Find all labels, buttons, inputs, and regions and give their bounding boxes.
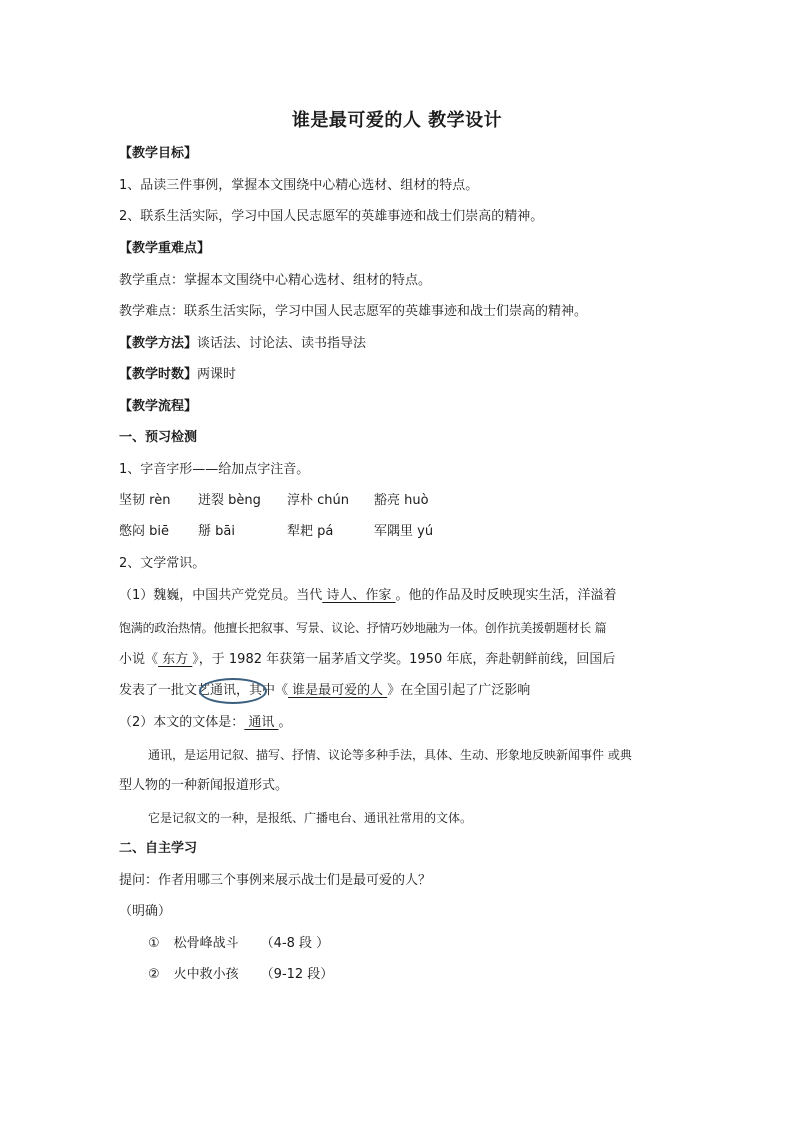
example-number: ② xyxy=(148,967,160,982)
page-title: 谁是最可爱的人 教学设计 xyxy=(291,110,503,131)
para1-text: 》，于 1982 年获第一届茅盾文学奖。1950 年底，奔赴朝鲜前线，回国后 xyxy=(192,652,616,667)
word: 迸裂 xyxy=(198,493,225,508)
item-1: 1、字音字形——给加点字注音。 xyxy=(119,462,310,477)
para1-text: 发表了一批文艺通讯，其中《 xyxy=(119,683,289,698)
difficult-point: 教学难点：联系生活实际，学习中国人民志愿军的英雄事迹和战士们崇高的精神。 xyxy=(119,304,588,319)
method-line xyxy=(119,335,366,353)
objective-1: 1、品读三件事例，掌握本文围绕中心精心选材、组材的特点。 xyxy=(119,178,479,193)
answer-blank: 通讯 xyxy=(244,715,279,730)
word: 憋闷 xyxy=(119,524,146,539)
pinyin: rèn xyxy=(149,493,171,508)
word-entry xyxy=(198,492,261,510)
word-entry xyxy=(119,492,170,510)
objective-2: 2、联系生活实际，学习中国人民志愿军的英雄事迹和战士们崇高的精神。 xyxy=(119,209,544,224)
hours-line xyxy=(119,366,236,384)
word: 豁亮 xyxy=(374,493,401,508)
definition-line2: 型人物的一种新闻报道形式。 xyxy=(119,778,289,793)
process-heading: 【教学流程】 xyxy=(119,399,198,414)
word-entry xyxy=(287,492,349,510)
para1-line4 xyxy=(119,682,530,700)
para1-text: 小说《 xyxy=(119,652,159,667)
word: 掰 xyxy=(198,524,212,539)
para2-text: （2）本文的文体是： xyxy=(119,715,245,730)
para1-text: 。他的作品及时反映现实生活，洋溢着 xyxy=(395,588,617,603)
objectives-heading: 【教学目标】 xyxy=(119,146,198,161)
definition-line1: 通讯，是运用记叙、描写、抒情、议论等多种手法，具体、生动、形象地反映新闻事件 或典 xyxy=(148,748,632,762)
key-heading: 【教学重难点】 xyxy=(119,241,211,256)
pinyin: yú xyxy=(417,524,434,539)
pinyin: bāi xyxy=(215,524,235,539)
example-item xyxy=(148,966,333,984)
para1-line3 xyxy=(119,651,615,669)
example-item xyxy=(148,935,329,953)
word: 犁耙 xyxy=(287,524,314,539)
hours-label: 【教学时数】 xyxy=(119,367,198,382)
clarify-label: （明确） xyxy=(119,904,172,919)
para1-text: （1）魏巍，中国共产党党员。当代 xyxy=(119,588,323,603)
answer-blank: 诗人、作家 xyxy=(322,588,396,603)
example-range: （9-12 段） xyxy=(260,967,334,982)
para2-text: 。 xyxy=(278,715,292,730)
pinyin: bèng xyxy=(228,493,261,508)
section-2-heading: 二、自主学习 xyxy=(119,841,198,856)
para1-line1 xyxy=(119,587,617,605)
para2-line xyxy=(119,714,292,732)
pinyin: chún xyxy=(317,493,350,508)
example-text: 火中救小孩 xyxy=(173,967,239,982)
word-entry xyxy=(374,492,429,510)
para1-text: 》在全国引起了广泛影响 xyxy=(387,683,531,698)
word-entry xyxy=(374,523,433,541)
question: 提问：作者用哪三个事例来展示战士们是最可爱的人？ xyxy=(119,873,432,888)
word: 军隅里 xyxy=(374,524,414,539)
example-number: ① xyxy=(148,936,160,951)
hours-text: 两课时 xyxy=(197,367,237,382)
section-1-heading: 一、预习检测 xyxy=(119,430,198,445)
word-entry xyxy=(119,523,169,541)
pinyin: huò xyxy=(404,493,429,508)
item-2: 2、文学常识。 xyxy=(119,556,206,571)
example-text: 松骨峰战斗 xyxy=(173,936,239,951)
key-point: 教学重点：掌握本文围绕中心精心选材、组材的特点。 xyxy=(119,273,432,288)
word-entry xyxy=(287,523,333,541)
answer-blank: 谁是最可爱的人 xyxy=(288,683,388,698)
example-range: （4-8 段 ） xyxy=(260,936,330,951)
answer-blank: 东方 xyxy=(158,652,193,667)
para1-line2: 饱满的政治热情。他擅长把叙事、写景、议论、抒情巧妙地融为一体。创作抗美援朝题材长 篇 xyxy=(119,621,607,635)
word: 淳朴 xyxy=(287,493,314,508)
definition-line3: 它是记叙文的一种，是报纸、广播电台、通讯社常用的文体。 xyxy=(148,811,473,825)
word-entry xyxy=(198,523,235,541)
method-label: 【教学方法】 xyxy=(119,336,198,351)
word: 坚韧 xyxy=(119,493,146,508)
method-text: 谈话法、讨论法、读书指导法 xyxy=(197,336,367,351)
pinyin: biē xyxy=(149,524,170,539)
pinyin: pá xyxy=(317,524,334,539)
annotation-circle xyxy=(199,678,267,704)
